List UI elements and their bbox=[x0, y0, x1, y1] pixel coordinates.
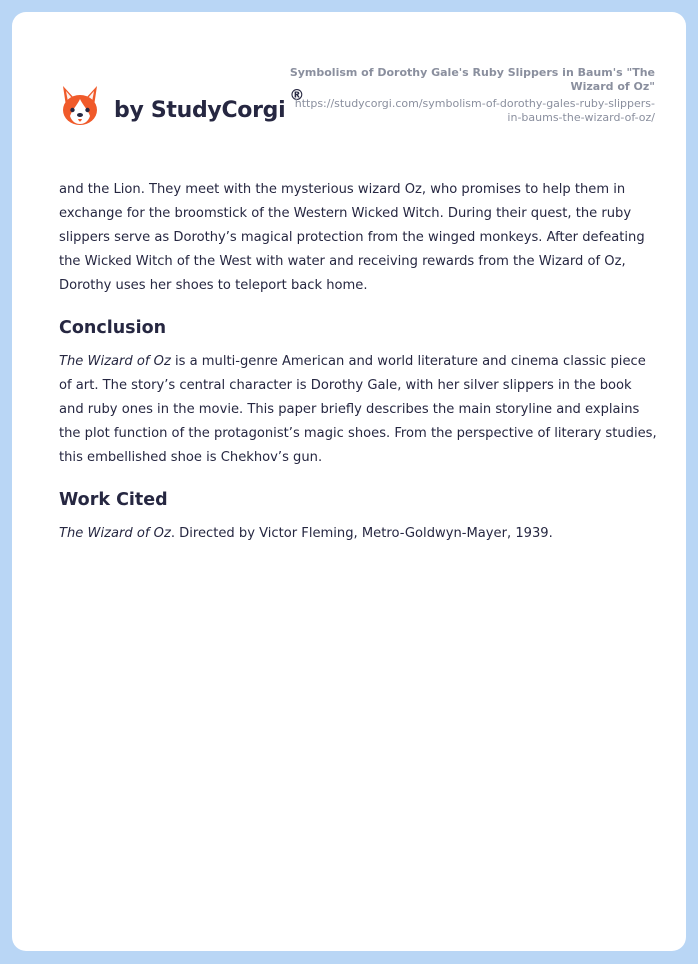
citation-text: . Directed by Victor Fleming, Metro-Goldwyn-Mayer, 1939. bbox=[170, 526, 553, 541]
studycorgi-logo[interactable] bbox=[60, 76, 304, 136]
conclusion-paragraph bbox=[59, 350, 659, 470]
brand-name: by StudyCorgi bbox=[114, 97, 286, 123]
work-title-italic: The Wizard of Oz bbox=[59, 354, 171, 369]
conclusion-text: is a multi-genre American and world literature and cinema classic piece of art. The story’s central character is Dorothy Gale, with her silver slippers in the book and ruby ones in the movie. This paper briefly describes the main storyline and explains the plot function of the protagonist’s magic shoes. From the perspective of literary studies, this embellished shoe is Chekhov’s gun. bbox=[59, 354, 657, 465]
citation-title-italic: The Wizard of Oz bbox=[59, 526, 171, 541]
document-title: Symbolism of Dorothy Gale's Ruby Slippers in Baum's "The Wizard of Oz" bbox=[289, 66, 655, 93]
document-page bbox=[12, 12, 686, 951]
document-content bbox=[59, 178, 659, 546]
body-paragraph: and the Lion. They meet with the mysterious wizard Oz, who promises to help them in exchange for the broomstick of the Western Wicked Witch. During their quest, the ruby slippers serve as Dorothy’s magical protection from the winged monkeys. After defeating the Wicked Witch of the West with water and receiving rewards from the Wizard of Oz, Dorothy uses her shoes to teleport back home. bbox=[59, 182, 645, 293]
citation-entry bbox=[59, 522, 659, 546]
document-meta bbox=[285, 66, 655, 125]
works-cited-heading: Work Cited bbox=[59, 490, 168, 510]
conclusion-heading: Conclusion bbox=[59, 318, 167, 338]
corgi-icon bbox=[60, 84, 100, 128]
document-url[interactable]: https://studycorgi.com/symbolism-of-dorothy-gales-ruby-slippers-in-baums-the-wizard-of-oz/ bbox=[294, 97, 655, 124]
registered-mark: ® bbox=[289, 86, 305, 104]
